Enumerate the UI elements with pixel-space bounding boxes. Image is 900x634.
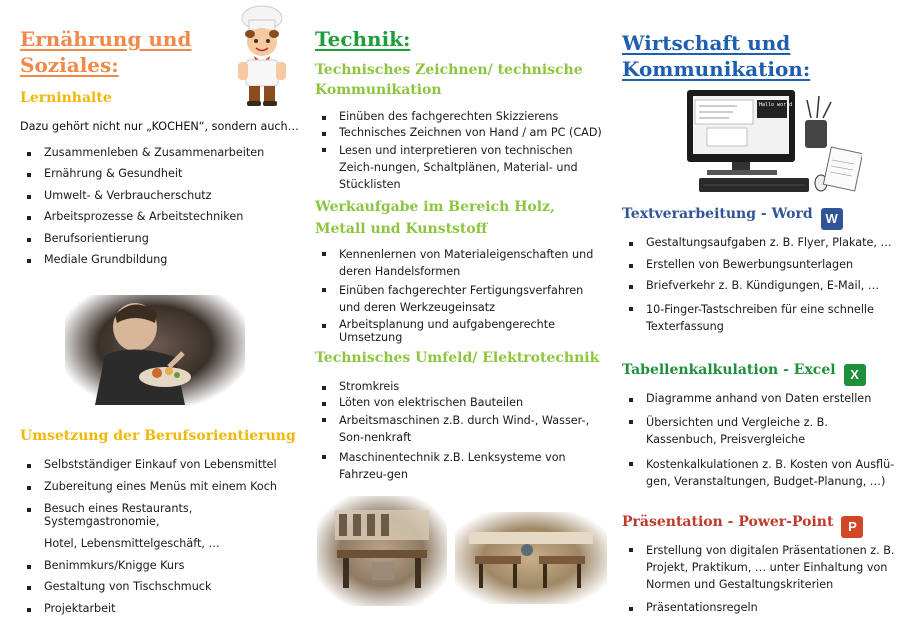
list-technisches-zeichnen — [315, 110, 605, 193]
list-item-continued: Hotel, Lebensmittelgeschäft, … — [44, 536, 220, 550]
list-item: Erstellung von digitalen Präsentationen z. B. Projekt, Praktikum, … unter Einhaltung von Normen und Gestaltungskriterien — [622, 542, 897, 593]
list-item: Löten von elektrischen Bauteilen — [315, 396, 605, 409]
title-technik: Technik: — [315, 27, 411, 51]
title-wirtschaft — [622, 30, 897, 82]
workshop-photo-2 — [455, 512, 607, 604]
list-werkaufgabe — [315, 246, 605, 344]
list-item: Ernährung & Gesundheit — [20, 167, 310, 180]
title-line-2: Soziales: — [20, 53, 119, 77]
column-ernaehrung — [20, 0, 310, 634]
title-line-1: Wirtschaft und — [622, 31, 791, 55]
monitor-text: Hallo world — [759, 102, 793, 108]
heading-umsetzung: Umsetzung der Berufsorientierung — [20, 428, 296, 444]
workshop-photo-1 — [317, 496, 447, 606]
column-technik — [315, 0, 605, 634]
powerpoint-icon: P — [841, 516, 863, 538]
title-line-1: Ernährung und — [20, 27, 192, 51]
list-item: Erstellen von Bewerbungsunterlagen — [622, 258, 897, 271]
list-item: Zusammenleben & Zusammenarbeiten — [20, 146, 310, 159]
heading-word — [622, 202, 897, 230]
heading-word-label: Textverarbeitung - Word — [622, 206, 813, 222]
heading-umfeld: Technisches Umfeld/ Elektrotechnik — [315, 350, 600, 366]
list-item: Briefverkehr z. B. Kündigungen, E-Mail, … — [622, 279, 897, 292]
list-item: Kostenkalkulationen z. B. Kosten von Ausflü-gen, Veranstaltungen, Budget-Planung, …) — [622, 456, 897, 490]
list-item: Maschinentechnik z.B. Lenksysteme von Fahrzeu-gen — [315, 449, 605, 483]
list-item: Übersichten und Vergleiche z. B. Kassenbuch, Preisvergleiche — [622, 414, 897, 448]
list-excel — [622, 392, 897, 490]
list-item: Arbeitsmaschinen z.B. durch Wind-, Wasser-, Son-nenkraft — [315, 412, 605, 446]
word-icon: W — [821, 208, 843, 230]
list-item: Mediale Grundbildung — [20, 253, 310, 266]
list-item: Gestaltungsaufgaben z. B. Flyer, Plakate, … — [622, 236, 897, 249]
list-item: Technisches Zeichnen von Hand / am PC (CAD) — [315, 126, 605, 139]
list-item: Lesen und interpretieren von technischen Zeich-nungen, Schaltplänen, Material- und Stücklisten — [315, 142, 605, 193]
list-item: Umwelt- & Verbraucherschutz — [20, 189, 310, 202]
list-item: Besuch eines Restaurants, Systemgastronomie, — [20, 502, 310, 528]
list-ppt — [622, 542, 897, 614]
list-word — [622, 236, 897, 335]
list-item: Kennenlernen von Materialeigenschaften und deren Handelsformen — [315, 246, 605, 280]
cook-photo — [65, 295, 245, 405]
list-lerninhalte — [20, 146, 310, 266]
list-item: Stromkreis — [315, 380, 605, 393]
list-item: Präsentationsregeln — [622, 601, 897, 614]
list-item: Diagramme anhand von Daten erstellen — [622, 392, 897, 405]
heading-werkaufgabe: Werkaufgabe im Bereich Holz, Metall und Kunststoff — [315, 199, 555, 237]
list-item: Selbstständiger Einkauf von Lebensmittel — [20, 458, 310, 471]
list-item: Projektarbeit — [20, 602, 310, 615]
heading-lerninhalte: Lerninhalte — [20, 90, 112, 106]
column-wirtschaft — [622, 0, 897, 634]
heading-technisches-zeichnen: Technisches Zeichnen/ technische Kommunikation — [315, 62, 583, 98]
heading-ppt — [622, 510, 897, 538]
title-line-2: Kommunikation: — [622, 57, 811, 81]
list-item: Benimmkurs/Knigge Kurs — [20, 559, 310, 572]
list-item: Zubereitung eines Menüs mit einem Koch — [20, 480, 310, 493]
list-item: Einüben fachgerechter Fertigungsverfahren und deren Werkzeugeinsatz — [315, 282, 605, 316]
heading-excel — [622, 358, 897, 386]
heading-ppt-label: Präsentation - Power-Point — [622, 514, 834, 530]
list-umsetzung — [20, 458, 310, 615]
list-umfeld — [315, 380, 605, 483]
list-item: Arbeitsprozesse & Arbeitstechniken — [20, 210, 310, 223]
excel-icon: X — [844, 364, 866, 386]
list-item: Berufsorientierung — [20, 232, 310, 245]
computer-illustration — [677, 88, 862, 198]
list-item: Gestaltung von Tischschmuck — [20, 580, 310, 593]
list-item: 10-Finger-Tastschreiben für eine schnelle Texterfassung — [622, 301, 897, 335]
list-item: Arbeitsplanung und aufgabengerechte Umsetzung — [315, 318, 605, 344]
heading-excel-label: Tabellenkalkulation - Excel — [622, 362, 836, 378]
list-item: Einüben des fachgerechten Skizzierens — [315, 110, 605, 123]
intro-text: Dazu gehört nicht nur „KOCHEN“, sondern auch… — [20, 120, 299, 133]
